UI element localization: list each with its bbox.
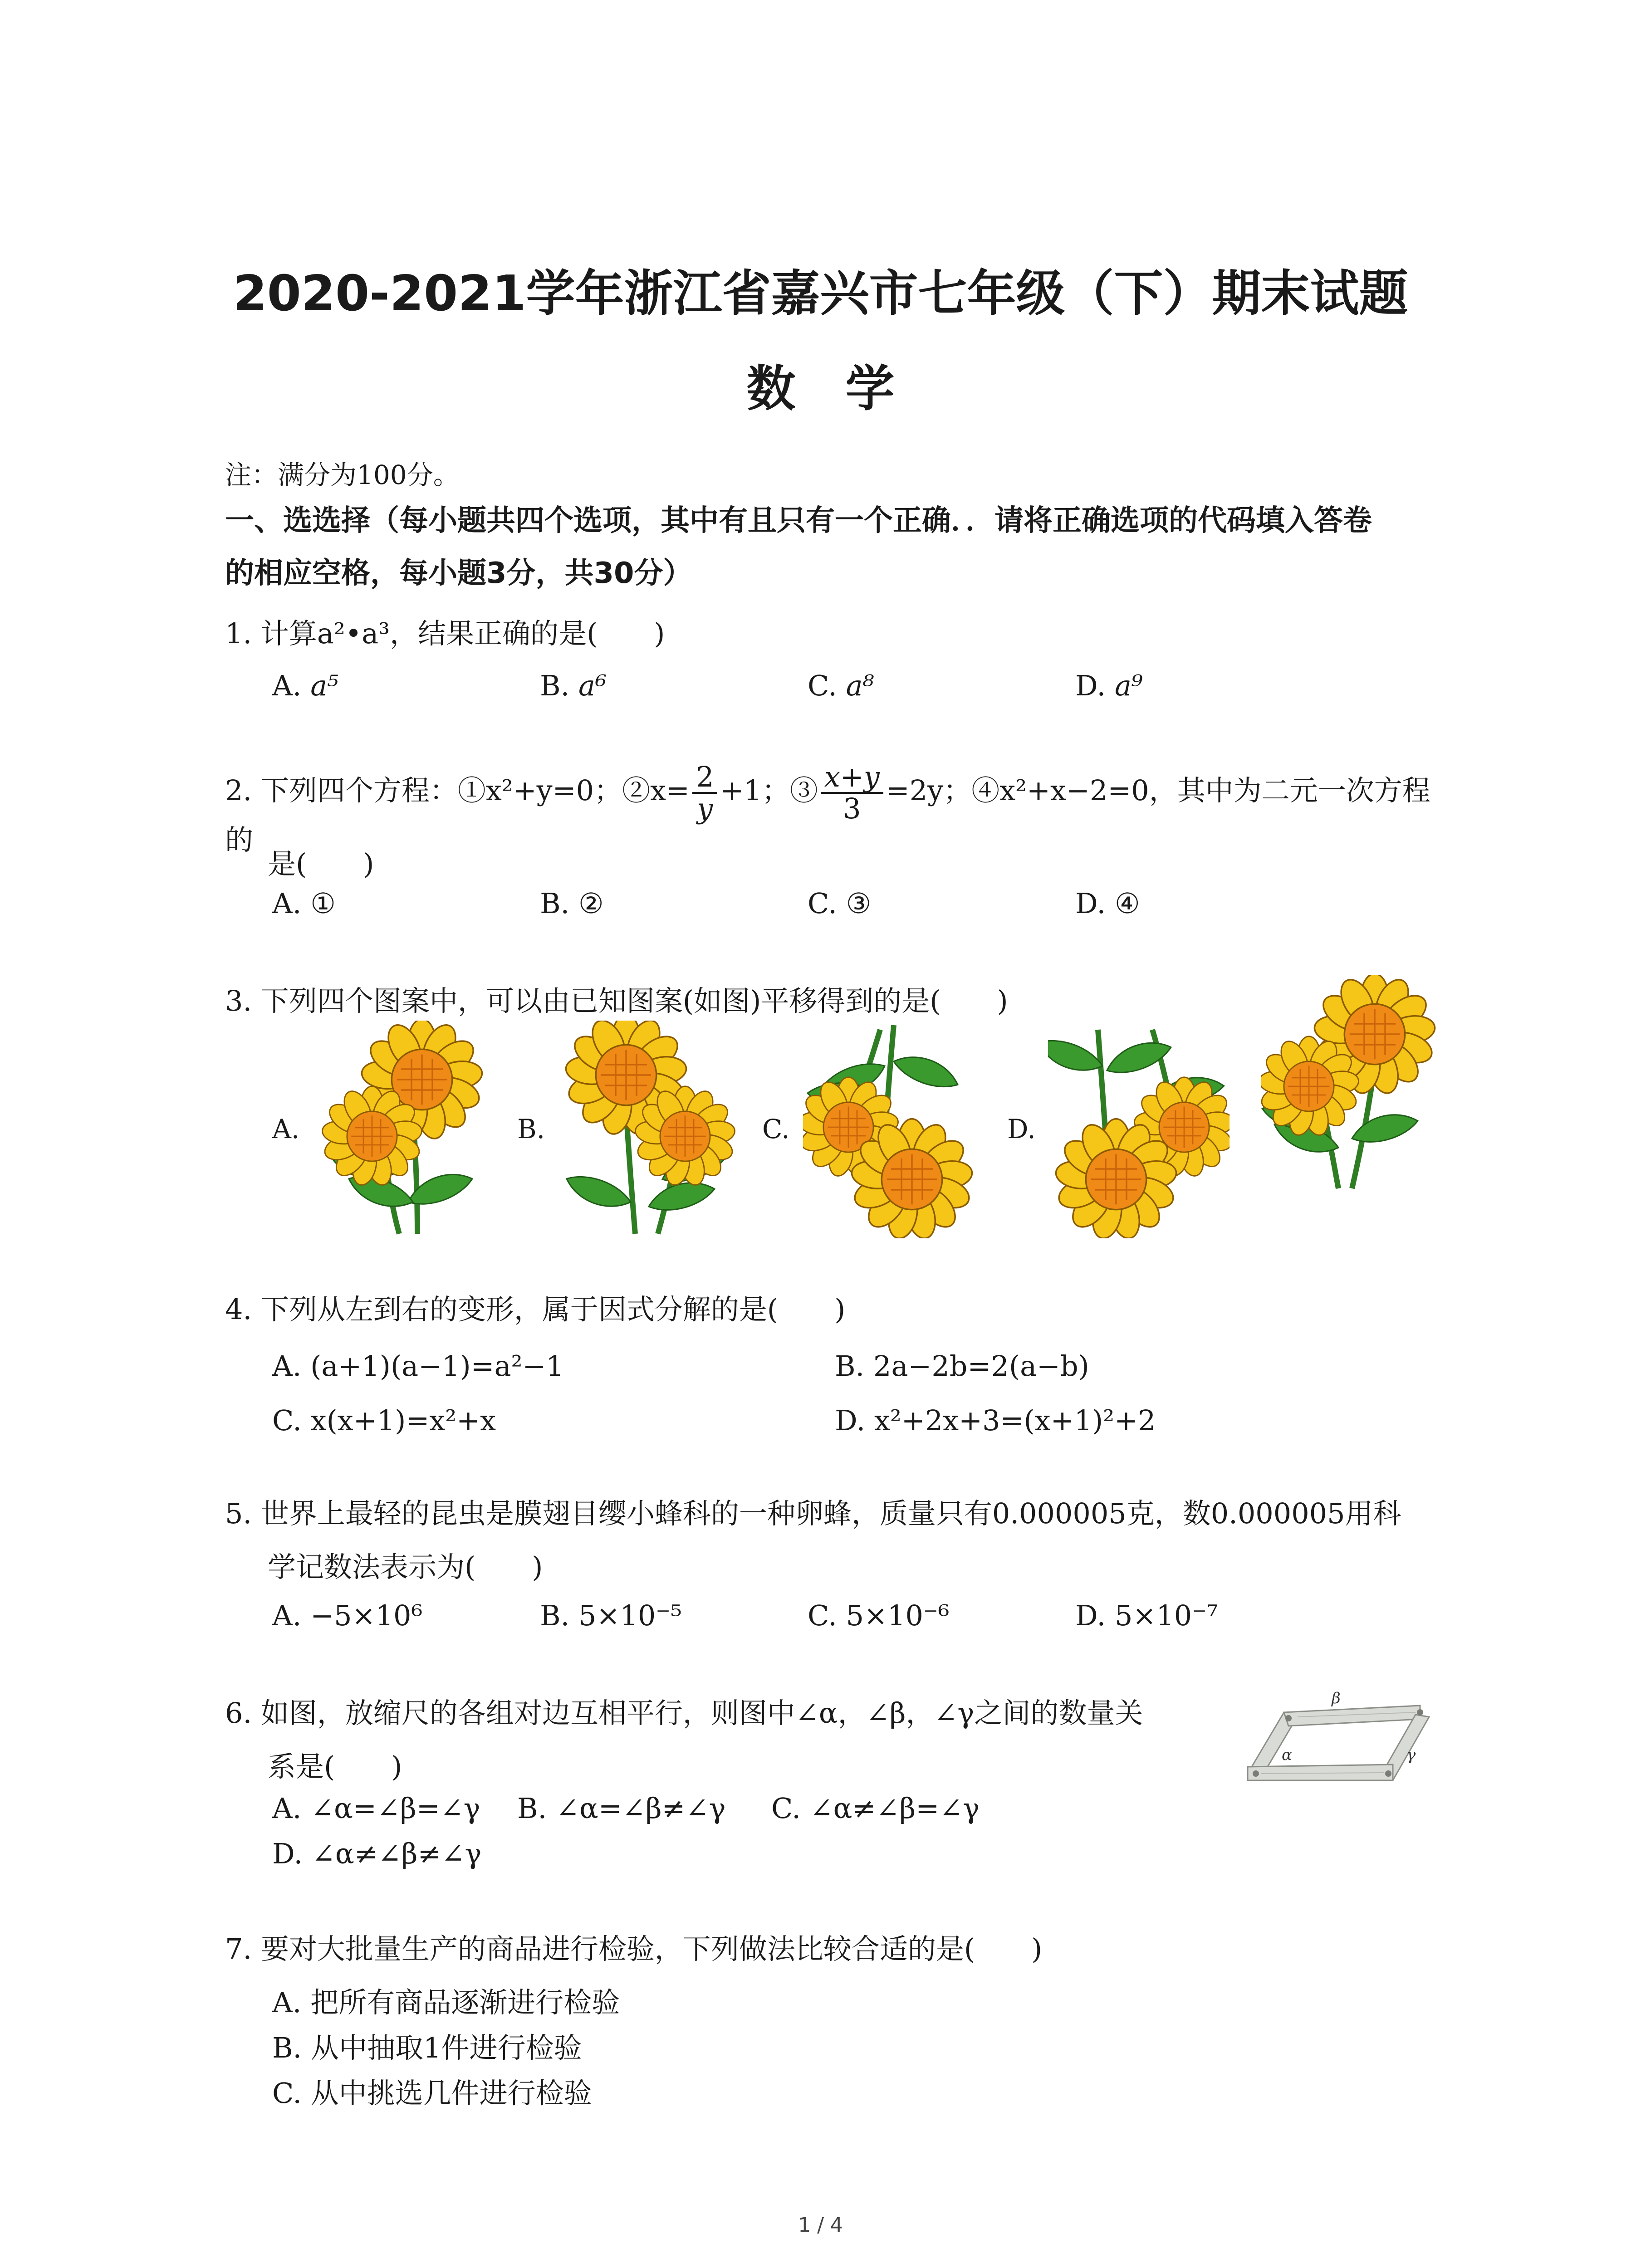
q2-option-b[interactable] [540,887,604,920]
q2-option-a[interactable] [272,887,336,920]
q7-option-c[interactable] [272,2071,592,2111]
option-value: a⁹ [1114,669,1143,702]
q4-option-c[interactable] [272,1404,496,1437]
gamma-label: γ [1406,1746,1416,1764]
option-value: 把所有商品逐渐进行检验 [310,1986,620,2019]
question-1 [225,619,1450,648]
option-label: B. [272,2031,302,2064]
option-value: a⁵ [310,669,339,702]
option-label: D. [835,1404,866,1437]
option-label: A. [272,887,302,920]
option-value: ③ [846,887,872,920]
option-label: A. [272,1792,302,1825]
q3-option-b[interactable]: B. [517,1114,545,1144]
option-label: C. [808,1599,837,1632]
section-heading-line1: 一、选选择（每小题共四个选项，其中有且只有一个正确．．请将正确选项的代码填入答卷 [225,504,1372,538]
q6-option-d[interactable] [272,1837,481,1870]
option-label: A. [272,669,302,702]
q5-option-b[interactable] [540,1599,682,1632]
option-label: B. [517,1792,547,1825]
question-6 [225,1696,1223,1730]
question-number: 5. [225,1497,252,1530]
option-label: A. [272,1599,302,1632]
score-note: 注：满分为100分。 [225,459,460,490]
option-value: ∠α≠∠β=∠γ [809,1792,980,1825]
question-7 [225,1932,1450,1965]
option-label: B. [540,1599,570,1632]
option-label: B. [835,1349,865,1383]
q5-option-c[interactable] [808,1599,950,1632]
section-heading-line2: 的相应空格，每小题3分，共30分） [225,557,692,590]
option-value: 5×10⁻⁵ [578,1599,682,1632]
q4-option-d[interactable] [835,1404,1156,1437]
sunflower-icon-option-c[interactable] [803,1021,985,1238]
question-stem: 世界上最轻的昆虫是膜翅目缨小蜂科的一种卵蜂，质量只有0.000005克，数0.000005用科 [260,1497,1401,1530]
question-number: 7. [225,1932,252,1965]
q1-option-b[interactable] [540,669,607,702]
option-value: 从中挑选几件进行检验 [310,2077,592,2110]
pantograph-figure [1234,1687,1434,1805]
option-value: 从中抽取1件进行检验 [311,2031,582,2064]
fraction-numerator: x+y [821,762,883,794]
question-stem-mid: +1；③ [720,774,818,807]
q6-option-a[interactable] [272,1792,480,1825]
fraction-xy-over-3 [821,762,883,824]
option-value: ④ [1114,887,1140,920]
option-label: D. [1075,887,1106,920]
option-label: D. [1075,669,1106,702]
option-value: 5×10⁻⁷ [1114,1599,1218,1632]
question-stem-post: =2y；④x²+x−2=0，其中为二元一次方程的 [225,774,1430,856]
option-label: C. [808,669,837,702]
option-value: ② [578,887,604,920]
option-label: D. [1075,1599,1106,1632]
question-number: 4. [225,1293,252,1326]
question-stem: 计算a²•a³，结果正确的是( ) [260,617,665,650]
q4-option-a[interactable] [272,1349,564,1383]
page-number: 1 / 4 [798,2214,843,2237]
q3-option-d[interactable]: D. [1007,1114,1036,1144]
option-label: B. [540,887,570,920]
q1-option-d[interactable] [1075,669,1143,702]
q5-continuation: 学记数法表示为( ) [268,1550,543,1584]
question-stem: 下列四个图案中，可以由已知图案(如图)平移得到的是( ) [260,984,1008,1017]
sunflower-icon-option-a[interactable] [318,1021,499,1238]
option-value: ∠α=∠β=∠γ [310,1792,480,1825]
option-label: D. [272,1837,303,1870]
q1-option-a[interactable] [272,669,338,702]
question-stem: 下列从左到右的变形，属于因式分解的是( ) [260,1293,846,1326]
question-number: 1. [225,617,252,650]
q4-option-b[interactable] [835,1349,1089,1383]
option-value: ∠α≠∠β≠∠γ [311,1837,482,1870]
question-stem: 如图，放缩尺的各组对边互相平行，则图中∠α，∠β，∠γ之间的数量关 [260,1696,1143,1730]
q2-option-d[interactable] [1075,887,1140,920]
q6-option-c[interactable] [771,1792,980,1825]
option-label: A. [272,1986,302,2019]
q2-option-c[interactable] [808,887,871,920]
sunflower-icon-option-d[interactable] [1048,1021,1230,1238]
sunflower-icon-option-b[interactable] [558,1021,740,1238]
option-label: B. [540,669,570,702]
question-stem: 要对大批量生产的商品进行检验，下列做法比较合适的是( ) [260,1932,1043,1965]
option-label: C. [771,1792,801,1825]
page-title: 2020-2021学年浙江省嘉兴市七年级（下）期末试题 [233,265,1408,322]
q6-continuation: 系是( ) [268,1750,402,1783]
option-value: 5×10⁻⁶ [846,1599,950,1632]
fraction-denominator: 3 [843,792,861,825]
option-value: a⁶ [578,669,607,702]
question-number: 3. [225,984,252,1017]
q7-option-b[interactable] [272,2025,582,2066]
option-label: C. [272,2077,302,2110]
sunflower-icon-given-pattern [1261,975,1443,1193]
q3-option-c[interactable]: C. [762,1114,790,1144]
option-value: a⁸ [846,669,874,702]
fraction-denominator: y [697,792,713,825]
option-value: x(x+1)=x²+x [310,1404,496,1437]
fraction-numerator: 2 [692,762,717,794]
option-value: 2a−2b=2(a−b) [873,1349,1089,1383]
q5-option-d[interactable] [1075,1599,1218,1632]
option-value: −5×10⁶ [310,1599,423,1632]
question-number: 2. [225,774,252,807]
q5-option-a[interactable] [272,1599,422,1632]
q1-option-c[interactable] [808,669,874,702]
question-number: 6. [225,1696,252,1730]
q6-option-b[interactable] [517,1792,726,1825]
q3-option-a[interactable]: A. [272,1114,300,1144]
option-label: C. [272,1404,302,1437]
subject-title: 数学 [746,361,945,417]
option-label: A. [272,1349,302,1383]
option-value: ① [310,887,336,920]
fraction-2-over-y [692,762,717,824]
option-value: ∠α=∠β≠∠γ [556,1792,726,1825]
option-value: (a+1)(a−1)=a²−1 [310,1349,564,1383]
question-2 [225,762,1450,856]
alpha-label: α [1282,1746,1292,1764]
question-5 [225,1499,1450,1528]
q2-continuation: 是( ) [268,847,374,880]
question-4 [225,1295,1450,1324]
q7-option-a[interactable] [272,1980,620,2020]
option-value: x²+2x+3=(x+1)²+2 [874,1404,1156,1437]
option-label: C. [808,887,837,920]
beta-label: β [1332,1689,1341,1707]
question-stem-pre: 下列四个方程：①x²+y=0；②x= [260,774,690,807]
